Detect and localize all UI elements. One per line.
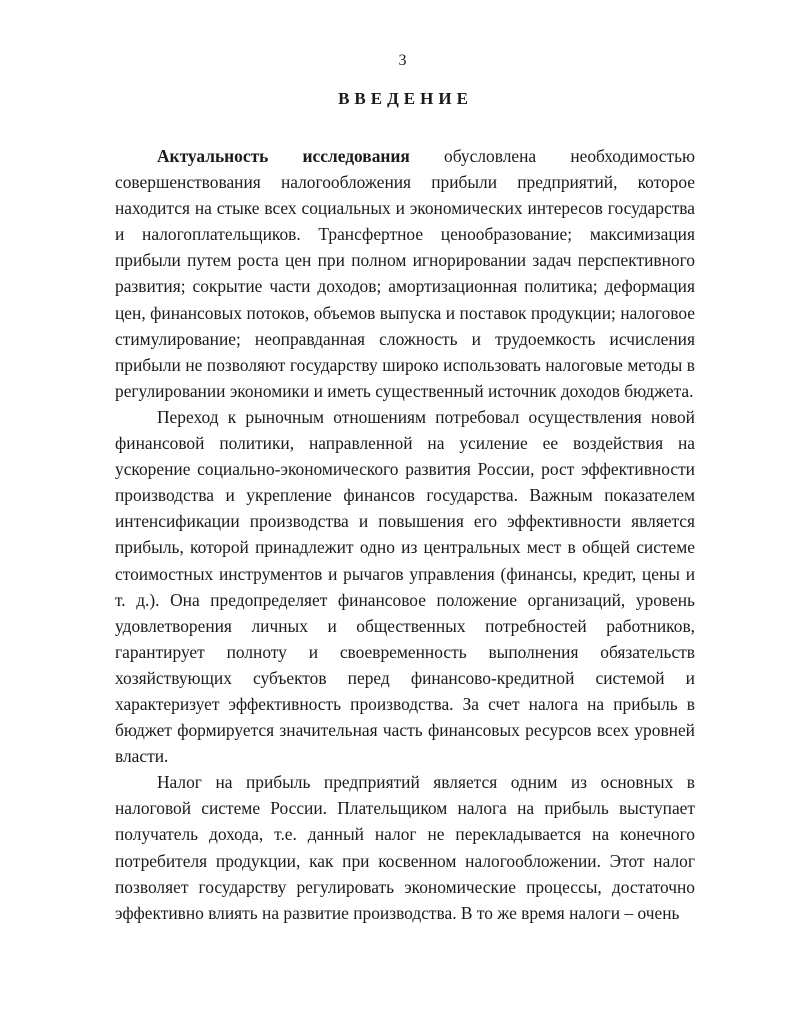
paragraph-relevance — [115, 143, 695, 404]
paragraph-profit-tax — [115, 769, 695, 926]
paragraph-text: Налог на прибыль предприятий является одним из основных в налоговой системе России. Плательщиком налога на прибыль выступает получатель дохода, т.е. данный налог не перекладывается на конечного потребителя продукции, как при косвенном налогообложении. Этот налог позволяет государству регулировать экономические процессы, достаточно эффективно влиять на развитие производства. В то же время налоги – очень — [115, 772, 695, 923]
section-heading: ВВЕДЕНИЕ — [338, 89, 473, 108]
relevance-lead-bold: Актуальность исследования — [157, 146, 410, 166]
page-number: 3 — [398, 52, 407, 69]
paragraph-text: обусловлена необходимостью совершенствования налогообложения прибыли предприятий, которое находится на стыке всех социальных и экономических интересов государства и налогоплательщиков. Трансфертное ценообразование; максимизация прибыли путем роста цен при полном игнорировании задач перспективного развития; сокрытие части доходов; амортизационная политика; деформация цен, финансовых потоков, объемов выпуска и поставок продукции; налоговое стимулирование; неоправданная сложность и трудоемкость исчисления прибыли не позволяют государству широко использовать налоговые методы в регулировании экономики и иметь существенный источник доходов бюджета. — [115, 146, 695, 401]
paragraph-market-transition — [115, 404, 695, 769]
paragraph-text: Переход к рыночным отношениям потребовал осуществления новой финансовой политики, направленной на усиление ее воздействия на ускорение социально-экономического развития России, рост эффективности производства и укрепление финансов государства. Важным показателем интенсификации производства и повышения его эффективности является прибыль, которой принадлежит одно из центральных мест в общей системе стоимостных инструментов и рычагов управления (финансы, кредит, цены и т. д.). Она предопределяет финансовое положение организаций, уровень удовлетворения личных и общественных потребностей работников, гарантирует полноту и своевременность выполнения обязательств хозяйствующих субъектов перед финансово-кредитной системой и характеризует эффективность производства. За счет налога на прибыль в бюджет формируется значительная часть финансовых ресурсов всех уровней власти. — [115, 406, 695, 767]
body-text — [115, 143, 695, 926]
